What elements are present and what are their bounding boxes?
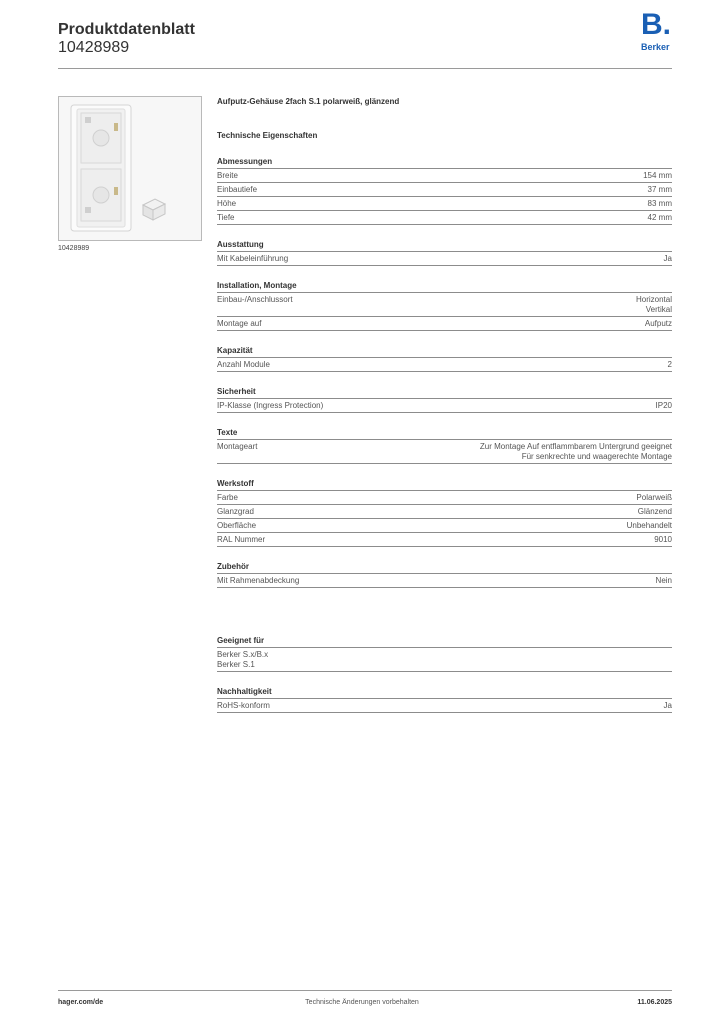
geeignet-list (217, 648, 672, 672)
spec-value (648, 213, 672, 223)
footer-note: Technische Änderungen vorbehalten (305, 999, 419, 1006)
spec-label: Montage auf (217, 319, 262, 328)
section-geeignet (217, 635, 672, 672)
footer-website: hager.com/de (58, 999, 104, 1006)
spec-value (636, 493, 672, 503)
spec-row (217, 505, 672, 519)
section-heading: Installation, Montage (217, 280, 672, 293)
product-housing-icon (59, 97, 201, 240)
product-image (58, 96, 202, 241)
section-heading: Ausstattung (217, 239, 672, 252)
spec-value-line: 154 mm (643, 171, 672, 180)
logo-text: Berker (641, 42, 670, 52)
spec-label: Höhe (217, 199, 237, 208)
spec-value-line: Horizontal (635, 295, 672, 304)
list-item: Berker S.1 (217, 660, 255, 669)
spec-row (217, 440, 672, 464)
spec-row (217, 183, 672, 197)
tech-heading: Technische Eigenschaften (217, 131, 318, 140)
spec-value-line: IP20 (655, 401, 672, 410)
spec-row (217, 574, 672, 588)
spec-row (217, 197, 672, 211)
spec-row (217, 519, 672, 533)
spec-label: RAL Nummer (217, 535, 266, 544)
spec-section (217, 561, 672, 588)
spec-value (648, 199, 672, 209)
spec-label: Mit Rahmenabdeckung (217, 576, 300, 585)
spec-value-line: Vertikal (645, 305, 672, 314)
spec-value-line: Nein (655, 576, 672, 585)
spec-row (217, 358, 672, 372)
spec-value (648, 185, 672, 195)
spec-row (217, 252, 672, 266)
spec-section (217, 156, 672, 225)
spec-section (217, 478, 672, 547)
spec-row (217, 211, 672, 225)
section-heading: Texte (217, 427, 672, 440)
spec-value-line: 2 (667, 360, 672, 369)
spec-value (627, 521, 672, 531)
logo-mark: B. (641, 8, 671, 41)
spec-label: Mit Kabeleinführung (217, 254, 289, 263)
page-title: Produktdatenblatt (58, 21, 195, 38)
product-number: 10428989 (58, 39, 130, 56)
spec-value-line: 42 mm (647, 213, 672, 222)
spec-value (668, 360, 672, 370)
spec-value (638, 507, 672, 517)
spec-row (217, 491, 672, 505)
spec-label: Anzahl Module (217, 360, 270, 369)
spec-value (656, 576, 672, 586)
spec-label: Einbautiefe (217, 185, 258, 194)
spec-row (217, 399, 672, 413)
spec-label: Tiefe (217, 213, 235, 222)
section-heading: Sicherheit (217, 386, 672, 399)
image-caption: 10428989 (58, 245, 90, 252)
spec-section (217, 345, 672, 372)
section-heading: Nachhaltigkeit (217, 686, 672, 699)
spec-value-line: Zur Montage Auf entflammbarem Untergrund geeignet (479, 442, 672, 451)
spec-value-line: Für senkrechte und waagerechte Montage (521, 452, 672, 461)
spec-section (217, 427, 672, 464)
footer-date: 11.06.2025 (637, 999, 672, 1006)
spec-label: Oberfläche (217, 521, 257, 530)
spec-section (217, 386, 672, 413)
spec-value-line: Unbehandelt (626, 521, 672, 530)
spec-value-line: 83 mm (647, 199, 672, 208)
spec-row (217, 169, 672, 183)
spec-value-line: 9010 (654, 535, 672, 544)
spec-value (643, 171, 672, 181)
spec-section (217, 239, 672, 266)
spec-row (217, 293, 672, 317)
spec-value-line: Polarweiß (636, 493, 672, 502)
spec-label: Einbau-/Anschlussort (217, 295, 293, 304)
spec-sections (217, 156, 672, 588)
section-nachhaltigkeit (217, 686, 672, 713)
spec-value (480, 442, 672, 462)
spec-value (636, 295, 672, 315)
spec-section (217, 280, 672, 331)
spec-label: Breite (217, 171, 238, 180)
spec-value (654, 535, 672, 545)
spec-value-line: Ja (663, 254, 672, 263)
spec-value-line: Glänzend (637, 507, 672, 516)
spec-row (217, 317, 672, 331)
section-heading: Kapazität (217, 345, 672, 358)
spec-value: Ja (663, 701, 672, 710)
spec-label: Farbe (217, 493, 238, 502)
spec-label: RoHS-konform (217, 701, 270, 710)
spec-row (217, 533, 672, 547)
section-heading: Zubehör (217, 561, 672, 574)
list-item: Berker S.x/B.x (217, 650, 269, 659)
spec-label: Montageart (217, 442, 258, 451)
spec-label: Glanzgrad (217, 507, 254, 516)
spec-value (656, 401, 672, 411)
spec-value-line: 37 mm (647, 185, 672, 194)
spec-value (645, 319, 672, 329)
spec-label: IP-Klasse (Ingress Protection) (217, 401, 324, 410)
header-divider (58, 68, 672, 69)
section-heading: Geeignet für (217, 635, 672, 648)
product-title: Aufputz-Gehäuse 2fach S.1 polarweiß, glänzend (217, 97, 400, 106)
spec-content (217, 96, 672, 713)
section-heading: Abmessungen (217, 156, 672, 169)
berker-logo (641, 8, 673, 54)
footer-divider (58, 990, 672, 991)
section-heading: Werkstoff (217, 478, 672, 491)
spec-value-line: Aufputz (644, 319, 672, 328)
spec-row (217, 699, 672, 713)
spec-value (664, 254, 672, 264)
